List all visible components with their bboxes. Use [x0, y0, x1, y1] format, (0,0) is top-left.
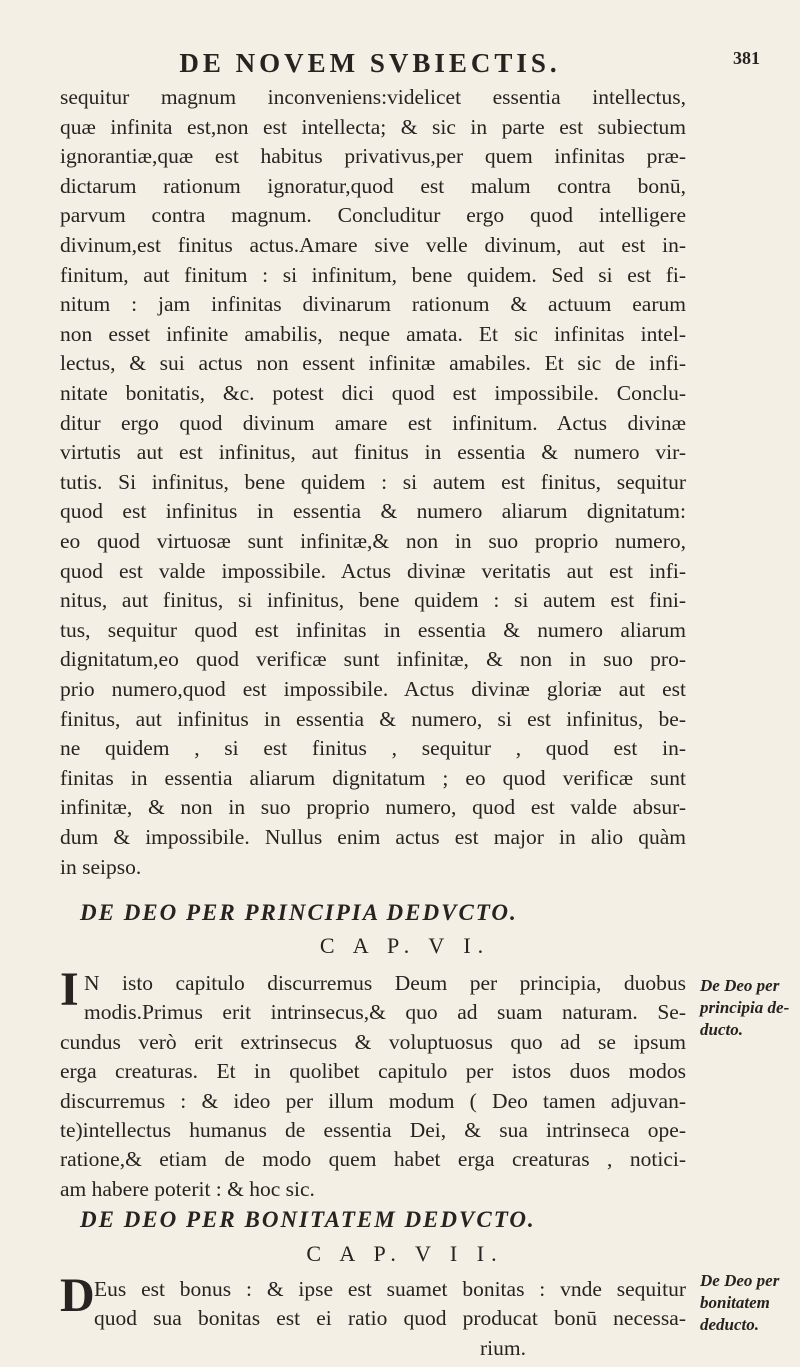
text-line: N isto capitulo discurremus Deum per principia, duobus [84, 971, 686, 995]
text-line: divinum,est finitus actus.Amare sive velle divinum, aut est in- [60, 233, 686, 257]
text-line: non esset infinite amabilis, neque amata. Et sic infinitas intel- [60, 321, 686, 346]
text-line: ditur ergo quod divinum amare est infinitum. Actus divinæ [60, 410, 686, 435]
margin-note-line: deducto. [700, 1315, 760, 1334]
text-line: ratione,& etiam de modo quem habet erga creaturas , notici- [60, 1147, 686, 1172]
text-line: finitum, aut finitum : si infinitum, bene quidem. Sed si est fi- [60, 262, 686, 287]
text-line: eo quod virtuosæ sunt infinitæ,& non in suo proprio numero, [60, 529, 686, 553]
running-title: DE NOVEM SVBIECTIS. [179, 48, 561, 78]
text-line: cundus verò erit extrinsecus & voluptuosus quo ad se ipsum [60, 1029, 686, 1054]
chapter-6-margin-note [700, 975, 800, 1041]
text-line: nitus, aut finitus, si infinitus, bene quidem : si autem est fini- [60, 588, 686, 613]
page-number: 381 [733, 48, 760, 68]
text-line: infinitæ, & non in suo proprio numero, quod est valde absur- [60, 795, 686, 820]
text-line: sequitur magnum inconveniens:videlicet essentia intellectus, [60, 85, 686, 109]
text-line: erga creaturas. Et in quolibet capitulo per istos duos modos [60, 1059, 686, 1084]
text-line: dum & impossibile. Nullus enim actus est major in alio quàm [60, 825, 686, 849]
chapter-6-initial: I [60, 963, 79, 1016]
text-line: in seipso. [60, 854, 142, 879]
chapter-6-number: C A P. V I. [319, 933, 491, 958]
chapter-7-initial: D [60, 1269, 95, 1322]
text-line: finitas in essentia aliarum dignitatum ; eo quod verificæ sunt [60, 765, 686, 790]
text-line: ne quidem , si est finitus , sequitur , quod est in- [60, 736, 686, 761]
margin-note-line: bonitatem [700, 1293, 770, 1312]
text-line: discurremus : & ideo per illum modum ( Deo tamen adjuvan- [60, 1088, 686, 1113]
margin-note-line: principia de- [700, 998, 790, 1017]
chapter-7-title: DE DEO PER BONITATEM DEDVCTO. [80, 1207, 536, 1232]
text-line: virtutis aut est infinitus, aut finitus in essentia & numero vir- [60, 440, 686, 465]
text-line: tutis. Si infinitus, bene quidem : si autem est finitus, sequitur [60, 469, 686, 494]
text-line: dignitatum,eo quod verificæ sunt infinitæ, & non in suo pro- [60, 647, 686, 672]
text-line: nitum : jam infinitas divinarum rationum & actuum earum [60, 292, 686, 317]
text-line: te)intellectus humanus de essentia Dei, & sua intrinseca ope- [60, 1118, 686, 1142]
text-line: am habere poterit : & hoc sic. [60, 1176, 315, 1201]
text-line: lectus, & sui actus non essent infinitæ amabiles. Et sic de infi- [60, 351, 686, 376]
text-line: finitus, aut infinitus in essentia & numero, si est infinitus, be- [60, 706, 686, 731]
text-line: modis.Primus erit intrinsecus,& quo ad suam naturam. Se- [84, 1000, 686, 1025]
text-line: ignorantiæ,quæ est habitus privativus,per quem infinitas præ- [60, 144, 686, 169]
margin-note-line: De Deo per [700, 976, 780, 995]
text-line: quod sua bonitas est ei ratio quod producat bonū necessa- [94, 1306, 686, 1331]
text-line: prio numero,quod est impossibile. Actus divinæ gloriæ aut est [60, 677, 686, 701]
text-line: quod est valde impossibile. Actus divinæ veritatis aut est infi- [60, 558, 686, 583]
text-line: nitate bonitatis, &c. potest dici quod est impossibile. Conclu- [60, 381, 686, 405]
margin-note-line: ducto. [700, 1020, 743, 1039]
text-line: dictarum rationum ignoratur,quod est malum contra bonū, [60, 173, 686, 198]
text-line: parvum contra magnum. Concluditur ergo quod intelligere [60, 203, 686, 228]
text-line: quod est infinitus in essentia & numero aliarum dignitatum: [60, 499, 686, 524]
text-line: rium. [480, 1335, 526, 1360]
chapter-7-number: C A P. V I I. [306, 1241, 504, 1266]
margin-note-line: De Deo per [700, 1271, 780, 1290]
text-line: Eus est bonus : & ipse est suamet bonitas : vnde sequitur [94, 1277, 686, 1301]
text-line: tus, sequitur quod est infinitas in essentia & numero aliarum [60, 617, 686, 642]
chapter-6-title: DE DEO PER PRINCIPIA DEDVCTO. [80, 900, 518, 925]
chapter-7-margin-note [700, 1270, 800, 1336]
text-line: quæ infinita est,non est intellecta; & sic in parte est subiectum [60, 114, 686, 139]
